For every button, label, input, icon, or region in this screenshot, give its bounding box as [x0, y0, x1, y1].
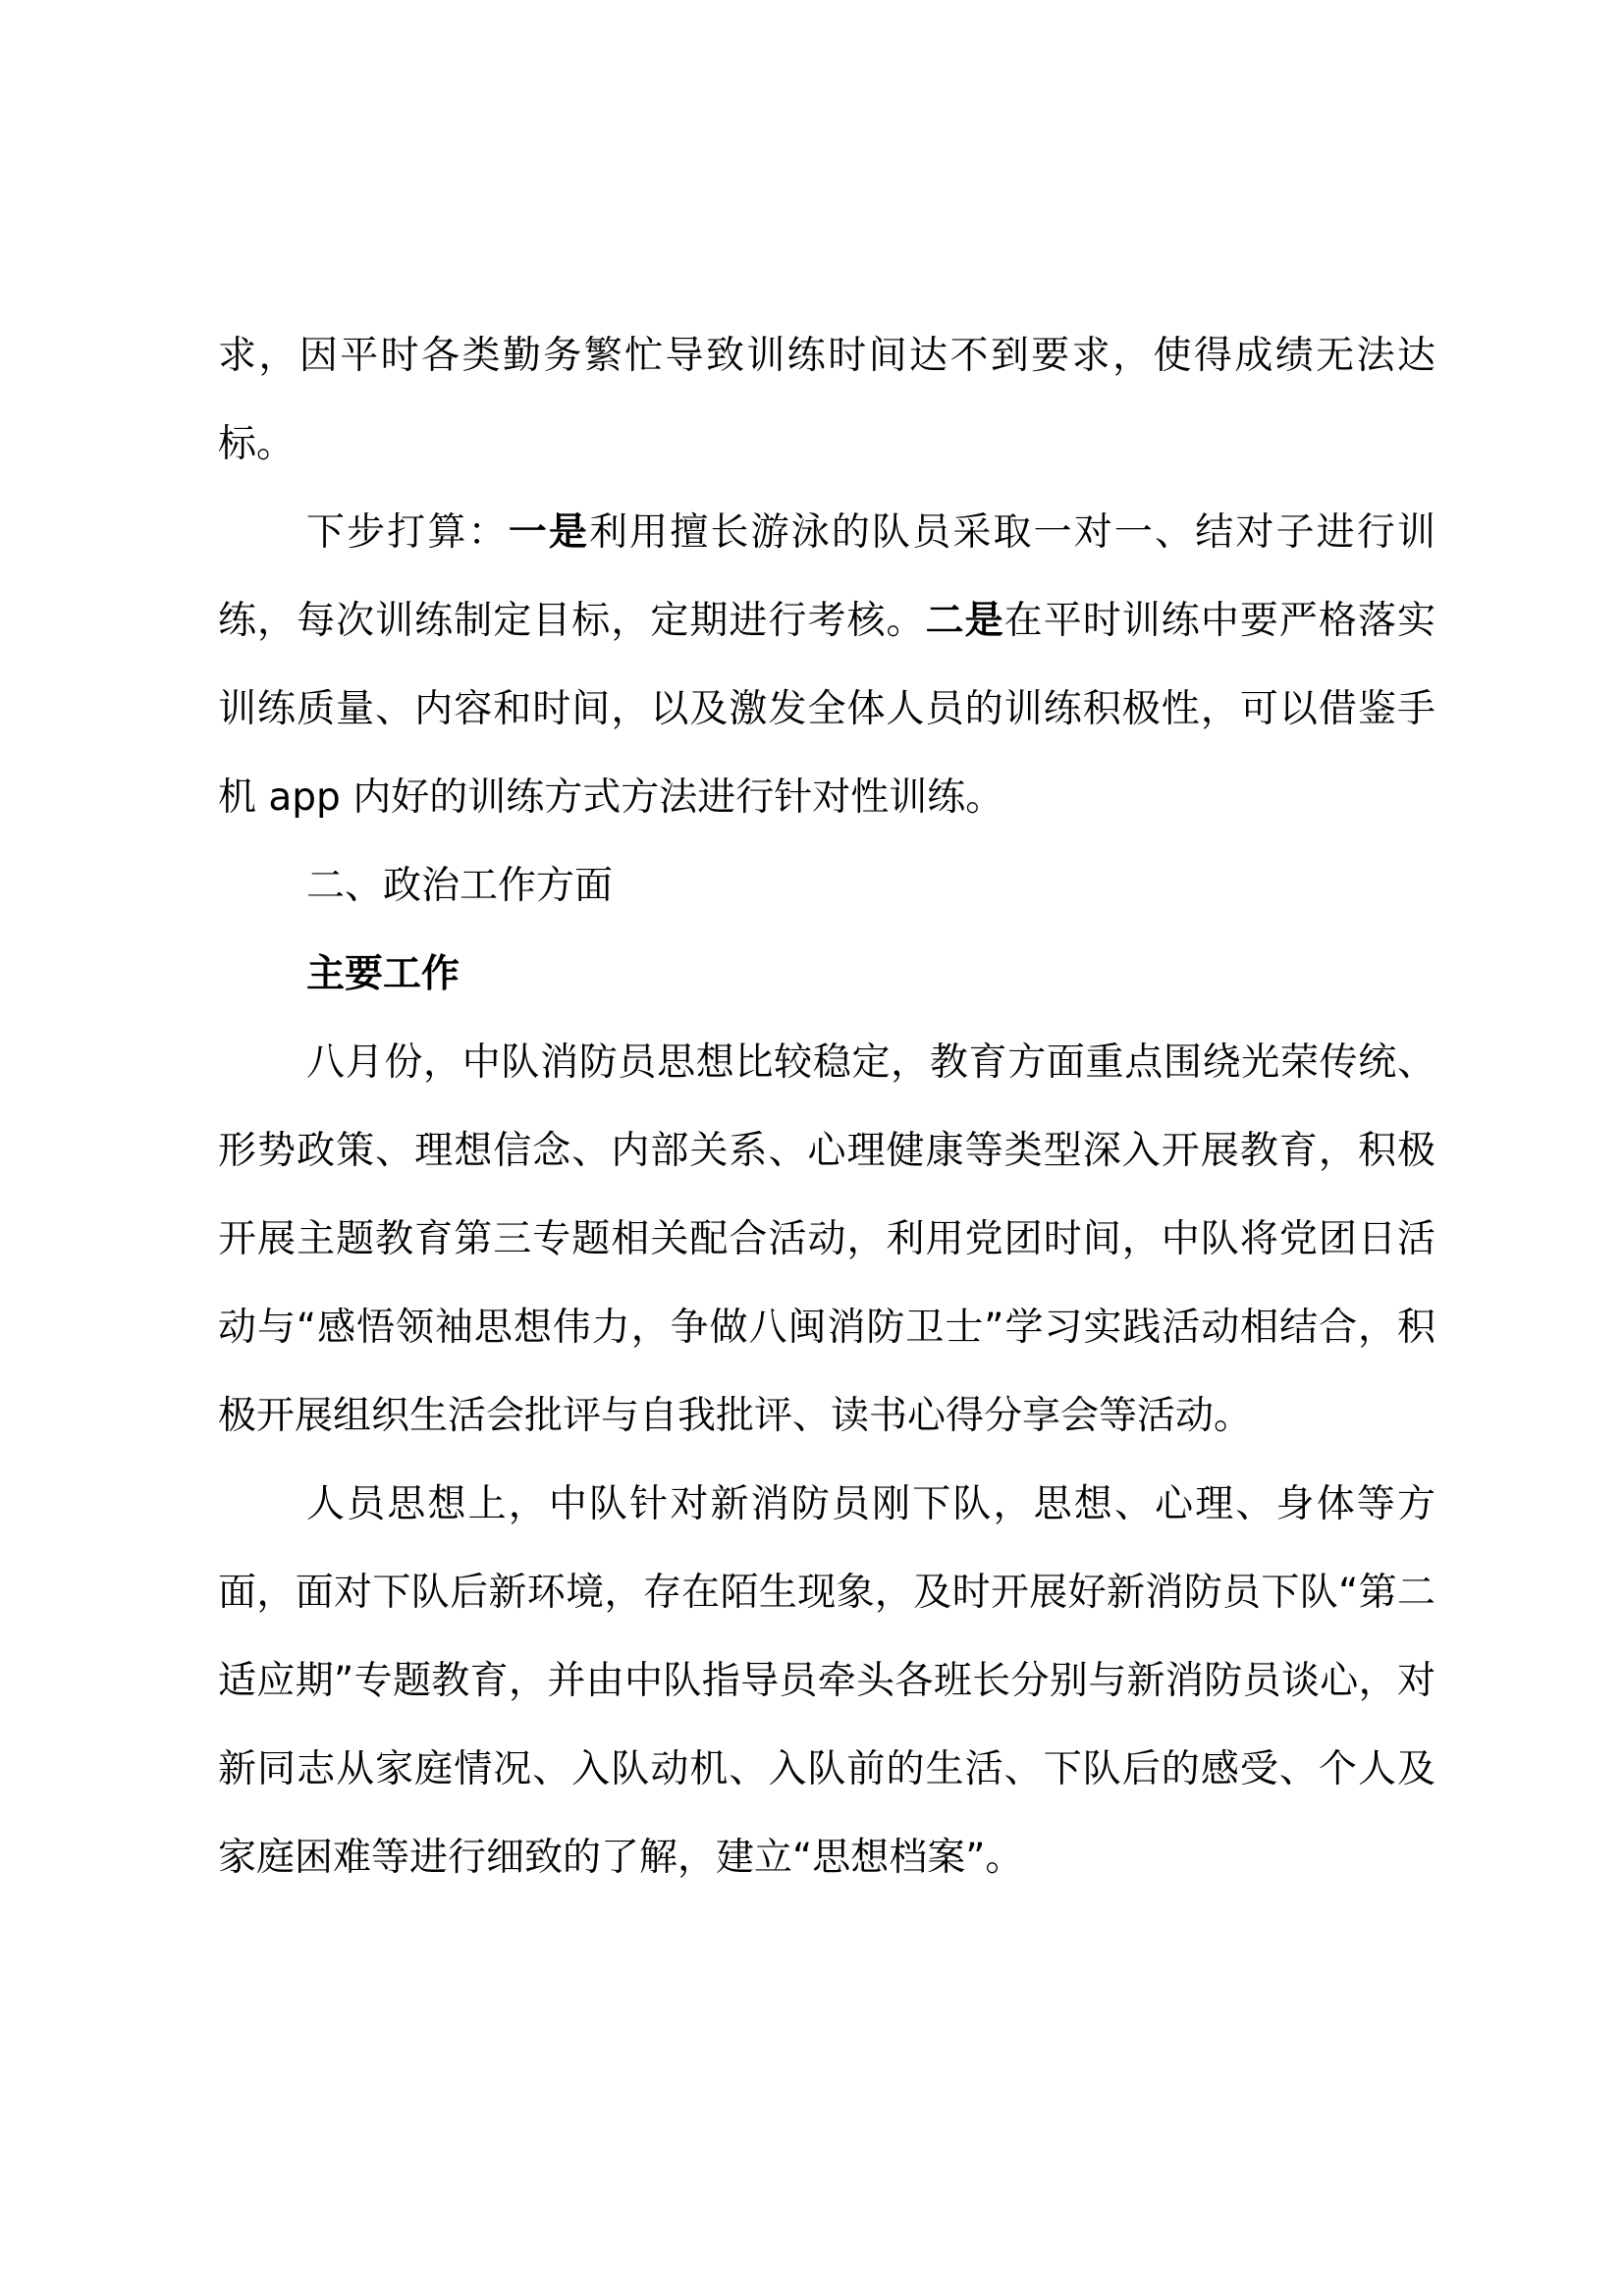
paragraph-text: 八月份，中队消防员思想比较稳定，教育方面重点围绕光荣传统、形势政策、理想信念、内部关系、心理健康等类型深入开展教育，积极开展主题教育第三专题相关配合活动，利用党团时间，中队将党团日活动与“感悟领袖思想伟力，争做八闽消防卫士”学习实践活动相结合，积极开展组织生活会批评与自我批评、读书心得分享会等活动。: [218, 1041, 1435, 1438]
paragraph-personnel-thought: [218, 1461, 1435, 1902]
paragraph-august-education: [218, 1019, 1435, 1461]
document-body: [218, 312, 1435, 1902]
next-steps-text-1: 利用擅长游泳的队员采取一对一、结对子进行训练，每次训练制定目标，定期进行考核。: [218, 510, 1435, 643]
marker-second: 二是: [925, 599, 1004, 643]
section-heading-political-work: [218, 842, 1435, 931]
next-steps-prefix: 下步打算：: [306, 510, 509, 555]
subheading-main-work: [218, 931, 1435, 1019]
next-steps-text-2: 在平时训练中要严格落实训练质量、内容和时间，以及激发全体人员的训练积极性，可以借鉴手机 app 内好的训练方式方法进行针对性训练。: [218, 599, 1435, 820]
paragraph-text: 求，因平时各类勤务繁忙导致训练时间达不到要求，使得成绩无法达标。: [218, 334, 1435, 466]
paragraph-text: 人员思想上，中队针对新消防员刚下队，思想、心理、身体等方面，面对下队后新环境，存在陌生现象，及时开展好新消防员下队“第二适应期”专题教育，并由中队指导员牵头各班长分别与新消防员谈心，对新同志从家庭情况、入队动机、入队前的生活、下队后的感受、个人及家庭困难等进行细致的了解，建立“思想档案”。: [218, 1482, 1435, 1880]
marker-first: 一是: [508, 510, 590, 555]
paragraph-training-continuation: [218, 312, 1435, 489]
paragraph-next-steps: [218, 489, 1435, 842]
subheading-text: 主要工作: [306, 952, 460, 996]
section-heading-text: 二、政治工作方面: [306, 864, 614, 908]
